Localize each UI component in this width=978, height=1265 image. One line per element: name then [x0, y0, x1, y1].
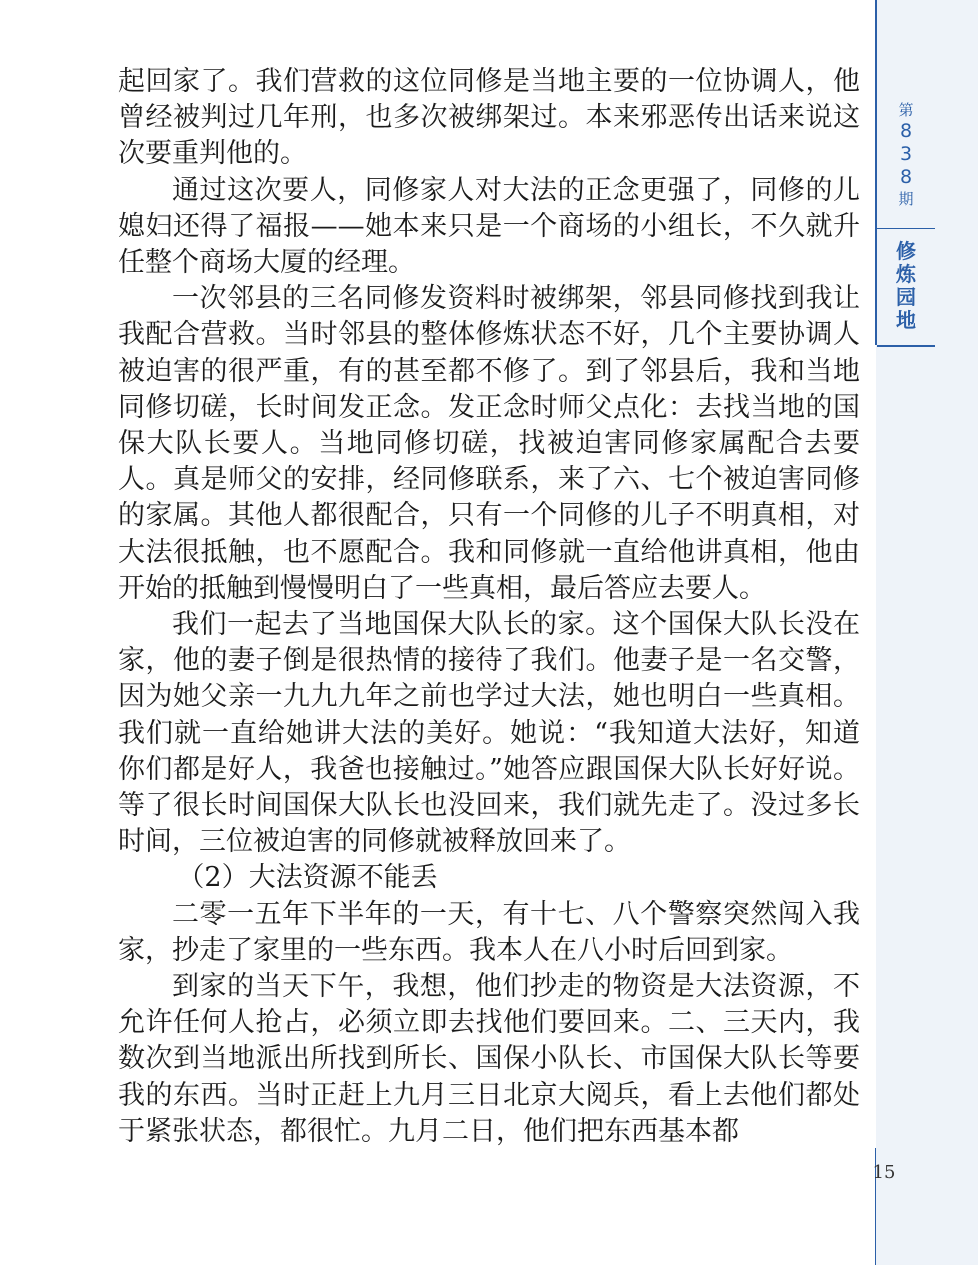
- section-char: 修: [896, 239, 916, 263]
- paragraph: 一次邻县的三名同修发资料时被绑架，邻县同修找到我让我配合营救。当时邻县的整体修炼状态不好，几个主要协调人被迫害的很严重，有的甚至都不修了。到了邻县后，我和当地同修切磋，长时间发正念。发正念时师父点化：去找当地的国保大队长要人。当地同修切磋，找被迫害同修家属配合去要人。真是师父的安排，经同修联系，来了六、七个被迫害同修的家属。其他人都很配合，只有一个同修的儿子不明真相，对大法很抵触，也不愿配合。我和同修就一直给他讲真相，他由开始的抵触到慢慢明白了一些真相，最后答应去要人。: [118, 283, 860, 604]
- paragraph: 通过这次要人，同修家人对大法的正念更强了，同修的儿媳妇还得了福报——她本来只是一个商场的小组长，不久就升任整个商场大厦的经理。: [118, 174, 860, 279]
- paragraph: 到家的当天下午，我想，他们抄走的物资是大法资源，不允许任何人抢占，必须立即去找他们要回来。二、三天内，我数次到当地派出所找到所长、国保小队长、市国保大队长等要我的东西。当时正赶上九月三日北京大阅兵，看上去他们都处于紧张状态，都很忙。九月二日，他们把东西基本都: [118, 971, 860, 1147]
- article-body: [118, 64, 860, 1150]
- issue-label: [877, 100, 935, 209]
- issue-digit: 3: [899, 143, 913, 165]
- section-char: 地: [896, 308, 916, 332]
- paragraph: 起回家了。我们营救的这位同修是当地主要的一位协调人，他曾经被判过几年刑，也多次被绑架过。本来邪恶传出话来说这次要重判他的。: [118, 66, 860, 170]
- issue-digit: 8: [899, 120, 913, 142]
- section-label: [877, 240, 935, 332]
- section-divider: [877, 345, 935, 347]
- issue-divider: [877, 228, 935, 229]
- paragraph: 我们一起去了当地国保大队长的家。这个国保大队长没在家，他的妻子倒是很热情的接待了我们。他妻子是一名交警，因为她父亲一九九九年之前也学过大法，她也明白一些真相。我们就一直给她讲大法的美好。她说：“我知道大法好，知道你们都是好人，我爸也接触过。”她答应跟国保大队长好好说。等了很长时间国保大队长也没回来，我们就先走了。没过多长时间，三位被迫害的同修就被释放回来了。: [118, 609, 860, 858]
- issue-prefix: 第: [898, 101, 914, 119]
- page-number: 15: [872, 1162, 896, 1183]
- issue-digit: 8: [899, 166, 913, 188]
- issue-suffix: 期: [898, 190, 914, 208]
- paragraph: 二零一五年下半年的一天，有十七、八个警察突然闯入我家，抄走了家里的一些东西。我本人在八小时后回到家。: [118, 898, 860, 966]
- subheading: （2）大法资源不能丢: [177, 862, 438, 894]
- section-char: 园: [896, 285, 916, 309]
- section-char: 炼: [896, 262, 916, 286]
